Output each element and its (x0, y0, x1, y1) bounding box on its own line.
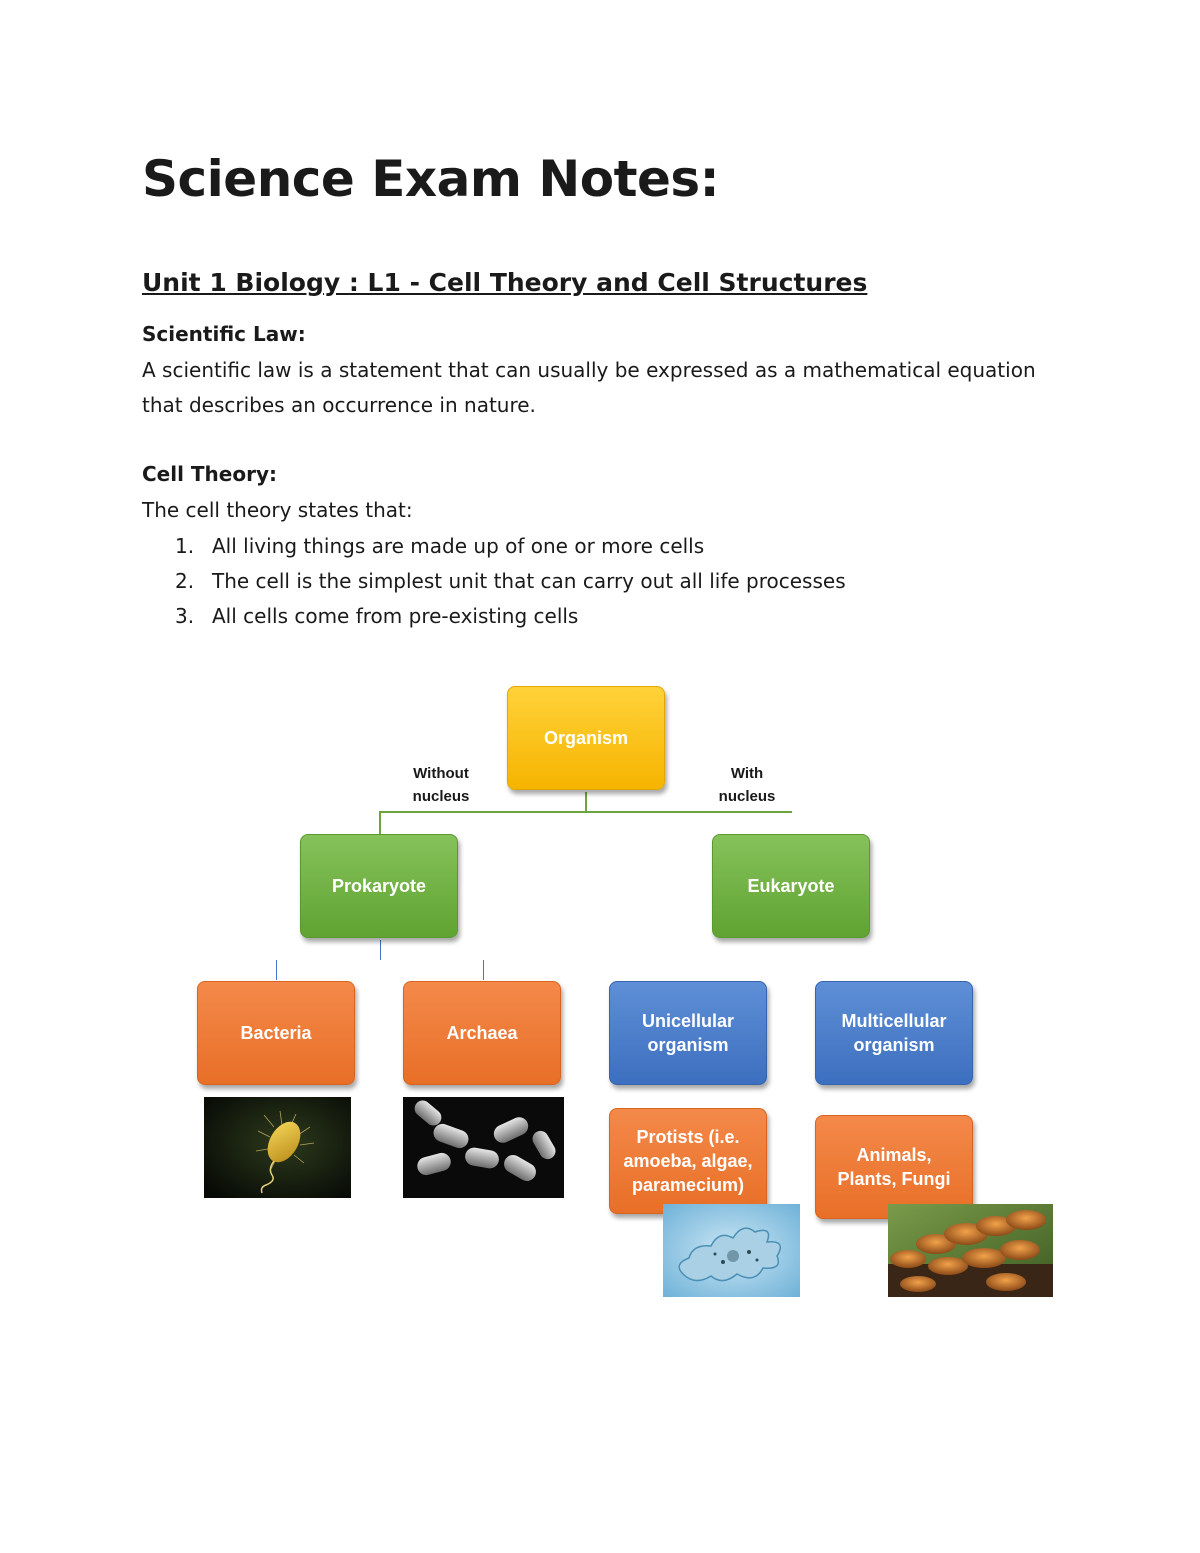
connector-horizontal (379, 811, 792, 813)
list-number: 1. (175, 534, 195, 558)
node-line: organism (647, 1035, 729, 1055)
node-line: organism (853, 1035, 935, 1055)
list-number: 2. (175, 569, 195, 593)
list-item (175, 564, 846, 599)
cell-theory-heading: Cell Theory: (142, 462, 277, 486)
node-archaea: Archaea (403, 981, 561, 1085)
edge-label-without-nucleus (396, 762, 486, 808)
list-text: The cell is the simplest unit that can carry out all life processes (212, 569, 846, 593)
amoeba-image (663, 1204, 800, 1297)
node-eukaryote: Eukaryote (712, 834, 870, 938)
connector-root-down (585, 792, 587, 812)
node-line: Unicellular (641, 1011, 735, 1031)
cell-theory-list (175, 529, 846, 634)
edge-label-line: Without (413, 765, 469, 782)
list-number: 3. (175, 604, 195, 628)
archaea-image (403, 1097, 564, 1198)
connector-to-bacteria (276, 960, 277, 980)
list-text: All cells come from pre-existing cells (212, 604, 579, 628)
scientific-law-line-1: A scientific law is a statement that can usually be expressed as a mathematical equation (142, 358, 1036, 382)
node-line: Protists (i.e. (636, 1127, 740, 1147)
connector-to-prokaryote (379, 811, 381, 836)
scientific-law-definition (142, 353, 1042, 423)
edge-label-with-nucleus (702, 762, 792, 808)
node-line: Animals, (856, 1145, 932, 1165)
fungi-image (888, 1204, 1053, 1297)
scientific-law-line-2: that describes an occurrence in nature. (142, 393, 536, 417)
scientific-law-heading: Scientific Law: (142, 322, 306, 346)
node-line: Multicellular (841, 1011, 947, 1031)
node-bacteria: Bacteria (197, 981, 355, 1085)
unit-heading: Unit 1 Biology : L1 - Cell Theory and Cell Structures (142, 268, 868, 297)
node-organism: Organism (507, 686, 665, 790)
node-line: amoeba, algae, (623, 1151, 753, 1171)
page-title: Science Exam Notes: (142, 150, 720, 208)
node-line: paramecium) (631, 1175, 745, 1195)
node-multicellular (815, 981, 973, 1085)
edge-label-line: nucleus (718, 788, 776, 805)
edge-label-line: With (730, 765, 764, 782)
edge-label-line: nucleus (412, 788, 470, 805)
node-protists (609, 1108, 767, 1214)
cell-theory-intro: The cell theory states that: (142, 498, 413, 522)
bacteria-image (204, 1097, 351, 1198)
connector-prokaryote-down (380, 940, 381, 960)
list-item (175, 599, 846, 634)
list-text: All living things are made up of one or more cells (212, 534, 705, 558)
node-line: Plants, Fungi (837, 1169, 951, 1189)
list-item (175, 529, 846, 564)
node-unicellular (609, 981, 767, 1085)
node-prokaryote: Prokaryote (300, 834, 458, 938)
connector-to-archaea (483, 960, 484, 980)
